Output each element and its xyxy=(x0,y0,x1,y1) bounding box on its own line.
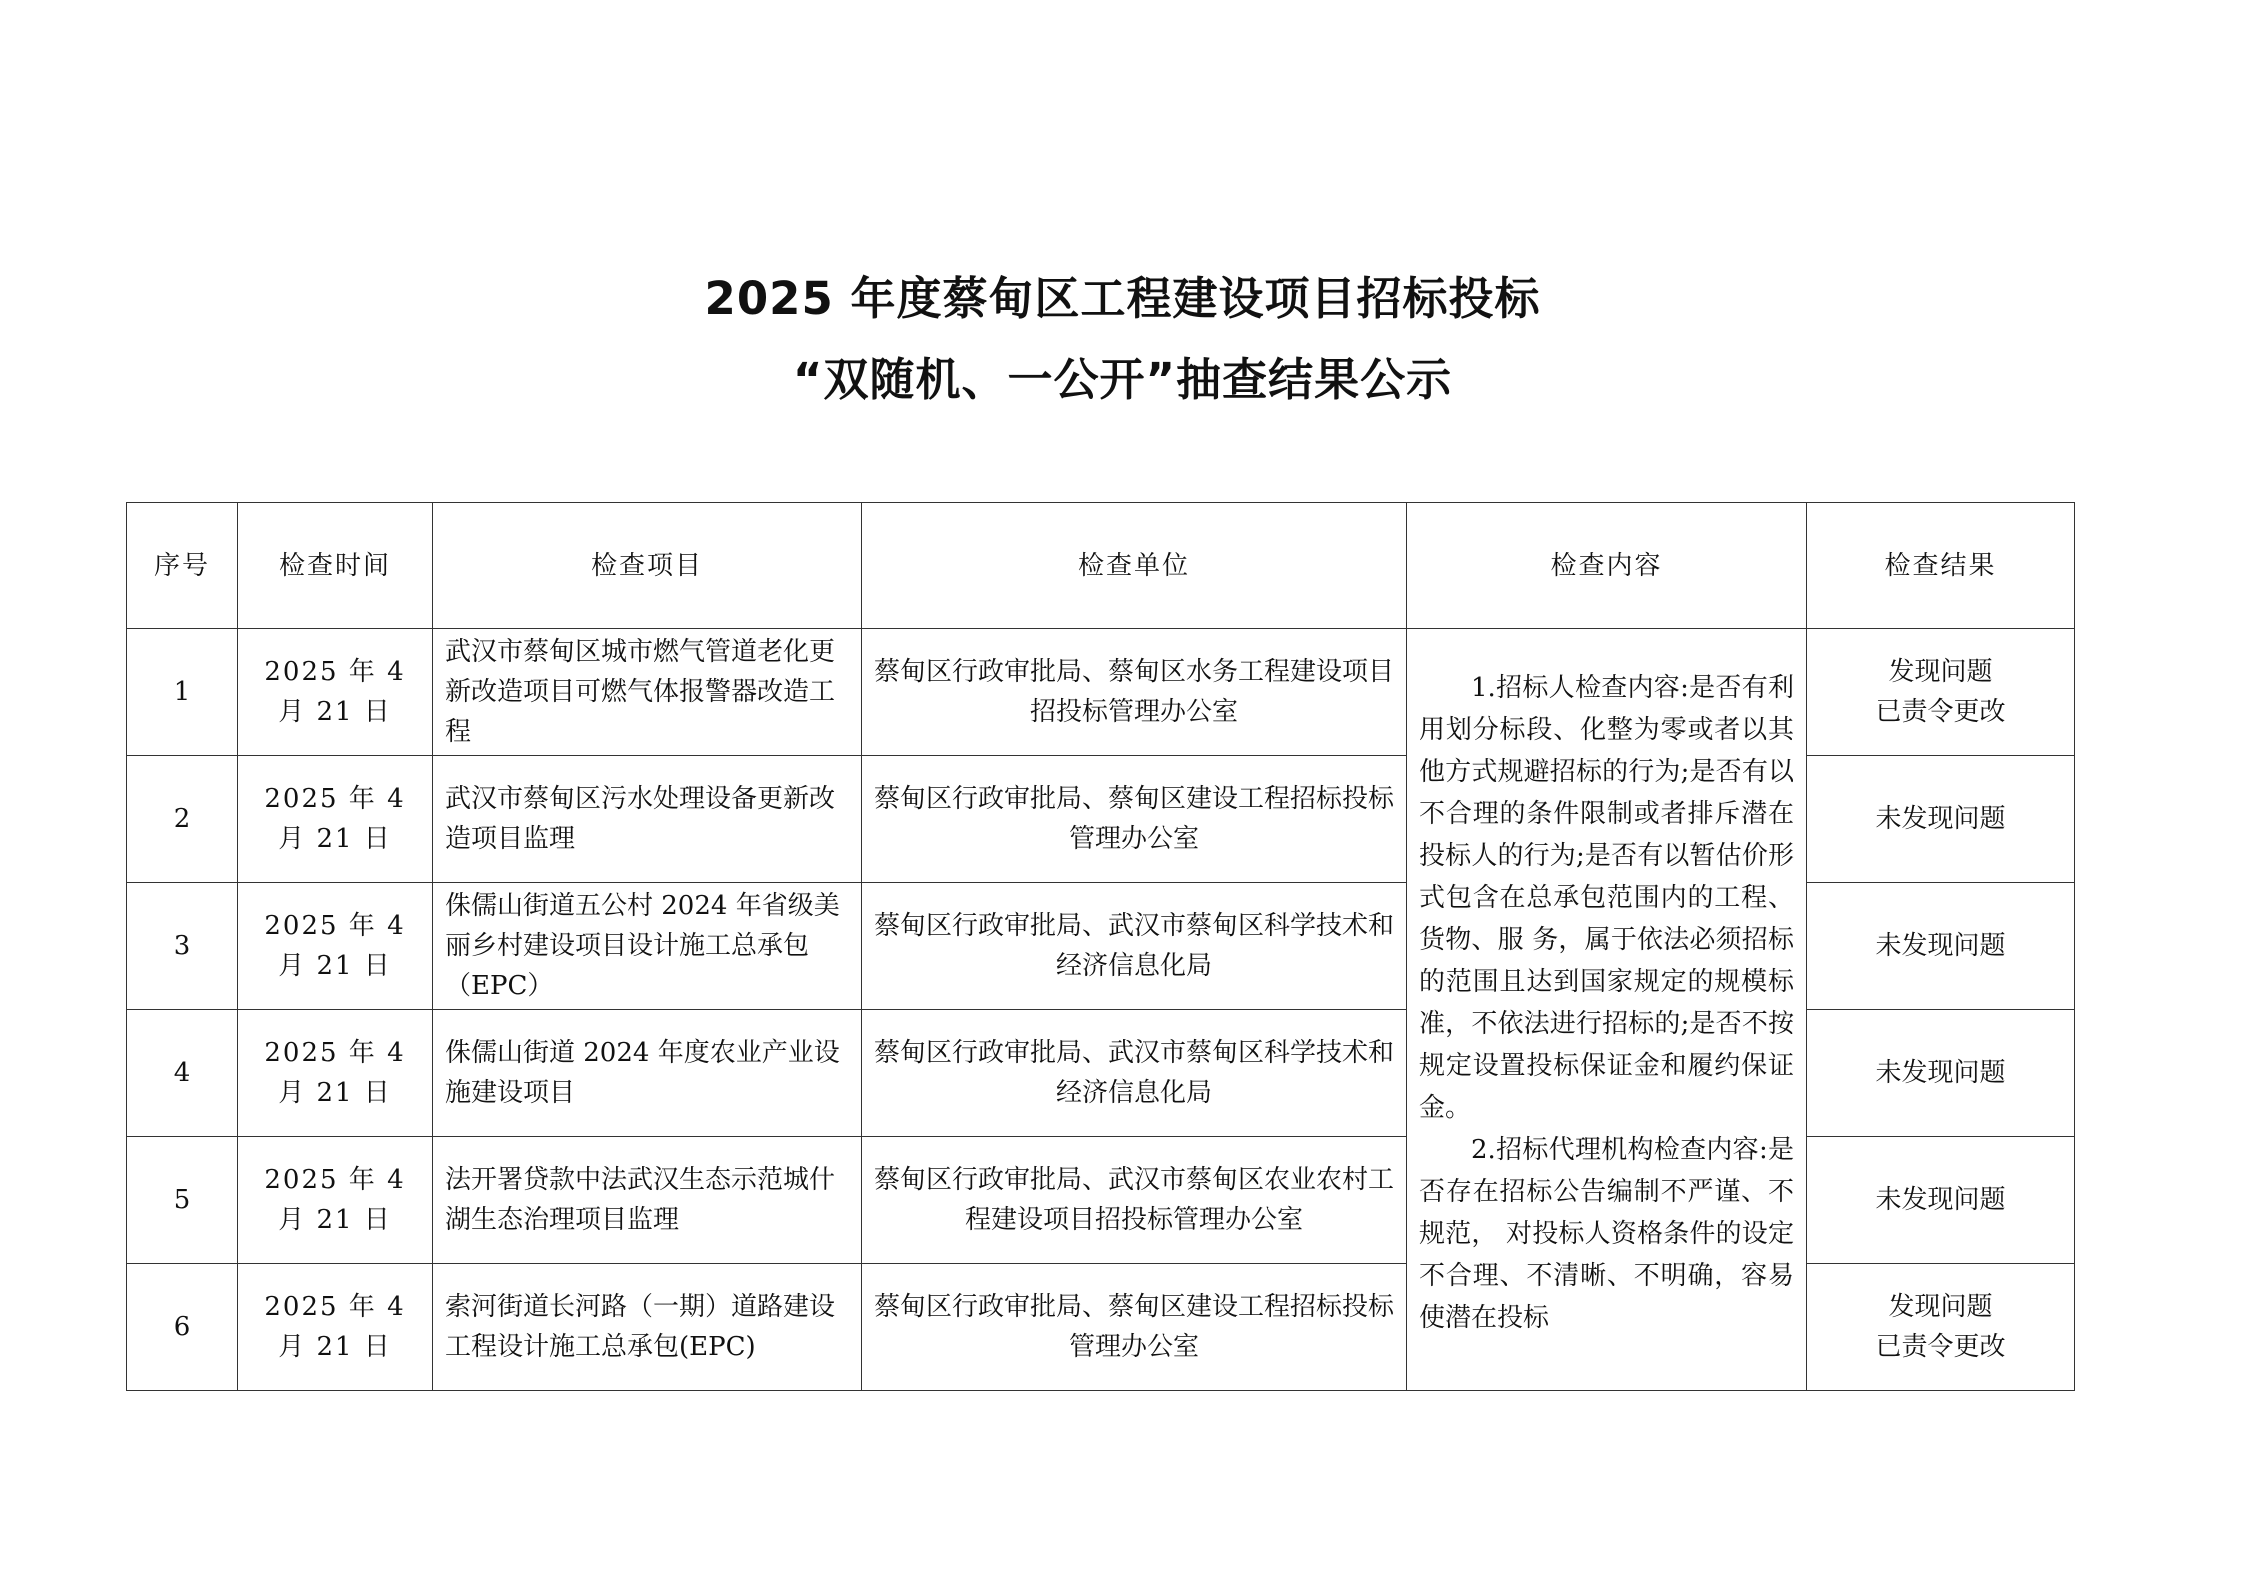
row-no: 2 xyxy=(127,756,238,883)
row-unit: 蔡甸区行政审批局、蔡甸区水务工程建设项目招投标管理办公室 xyxy=(862,629,1407,756)
row-date: 2025 年 4 月 21 日 xyxy=(238,1010,433,1137)
row-no: 6 xyxy=(127,1264,238,1391)
table-row xyxy=(127,629,2075,756)
row-project: 侏儒山街道五公村 2024 年省级美丽乡村建设项目设计施工总承包（EPC） xyxy=(433,883,862,1010)
row-date: 2025 年 4 月 21 日 xyxy=(238,756,433,883)
header-no: 序号 xyxy=(127,503,238,629)
content-paragraph-2: 2.招标代理机构检查内容:是否存在招标公告编制不严谨、不规范， 对投标人资格条件的设定不合理、不清晰、不明确，容易使潜在投标 xyxy=(1419,1135,1794,1333)
header-date: 检查时间 xyxy=(238,503,433,629)
row-date: 2025 年 4 月 21 日 xyxy=(238,1264,433,1391)
row-unit: 蔡甸区行政审批局、武汉市蔡甸区科学技术和经济信息化局 xyxy=(862,883,1407,1010)
title-line-1: 2025 年度蔡甸区工程建设项目招标投标 xyxy=(704,272,1541,325)
row-no: 1 xyxy=(127,629,238,756)
result-line-2: 已责令更改 xyxy=(1875,697,2006,727)
row-result xyxy=(1807,1264,2075,1391)
result-line-2: 已责令更改 xyxy=(1875,1332,2006,1362)
header-unit: 检查单位 xyxy=(862,503,1407,629)
row-result: 未发现问题 xyxy=(1807,1137,2075,1264)
row-project: 武汉市蔡甸区污水处理设备更新改造项目监理 xyxy=(433,756,862,883)
row-no: 5 xyxy=(127,1137,238,1264)
row-date: 2025 年 4 月 21 日 xyxy=(238,1137,433,1264)
row-date: 2025 年 4 月 21 日 xyxy=(238,883,433,1010)
result-line-1: 发现问题 xyxy=(1888,1292,1993,1322)
row-unit: 蔡甸区行政审批局、武汉市蔡甸区农业农村工程建设项目招投标管理办公室 xyxy=(862,1137,1407,1264)
row-unit: 蔡甸区行政审批局、武汉市蔡甸区科学技术和经济信息化局 xyxy=(862,1010,1407,1137)
row-date: 2025 年 4 月 21 日 xyxy=(238,629,433,756)
row-result: 未发现问题 xyxy=(1807,1010,2075,1137)
inspection-results-table xyxy=(126,502,2075,1391)
row-unit: 蔡甸区行政审批局、蔡甸区建设工程招标投标管理办公室 xyxy=(862,756,1407,883)
row-project: 法开署贷款中法武汉生态示范城什湖生态治理项目监理 xyxy=(433,1137,862,1264)
row-no: 3 xyxy=(127,883,238,1010)
row-project: 武汉市蔡甸区城市燃气管道老化更新改造项目可燃气体报警器改造工程 xyxy=(433,629,862,756)
row-result xyxy=(1807,629,2075,756)
row-result: 未发现问题 xyxy=(1807,883,2075,1010)
result-line-1: 发现问题 xyxy=(1888,657,1993,687)
title-line-2: “双随机、一公开”抽查结果公示 xyxy=(792,353,1453,406)
inspection-content xyxy=(1407,629,1807,1391)
row-project: 侏儒山街道 2024 年度农业产业设施建设项目 xyxy=(433,1010,862,1137)
header-result: 检查结果 xyxy=(1807,503,2075,629)
row-unit: 蔡甸区行政审批局、蔡甸区建设工程招标投标管理办公室 xyxy=(862,1264,1407,1391)
row-project: 索河街道长河路（一期）道路建设工程设计施工总承包(EPC) xyxy=(433,1264,862,1391)
row-no: 4 xyxy=(127,1010,238,1137)
header-project: 检查项目 xyxy=(433,503,862,629)
content-paragraph-1: 1.招标人检查内容:是否有利用划分标段、化整为零或者以其他方式规避招标的行为;是否有以不合理的条件限制或者排斥潜在投标人的行为;是否有以暂估价形式包含在总承包范围内的工程、货物、服 务，属于依法必须招标的范围且达到国家规定的规模标准，不依法进行招标的;是否不按规定设置投标保证金和履约保证金。 xyxy=(1419,673,1794,1123)
table-header-row xyxy=(127,503,2075,629)
header-content: 检查内容 xyxy=(1407,503,1807,629)
row-result: 未发现问题 xyxy=(1807,756,2075,883)
